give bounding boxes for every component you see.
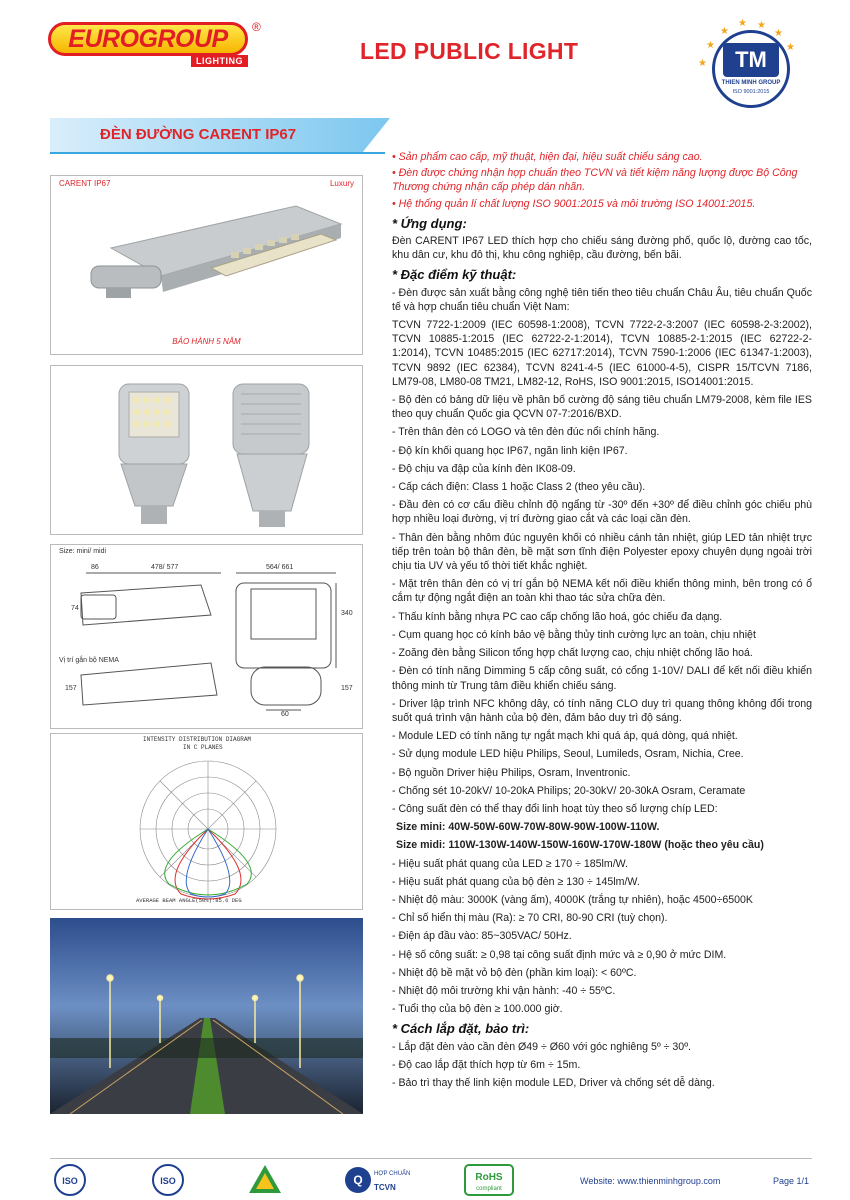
iso-badge-2-icon xyxy=(148,1163,188,1197)
warranty-note: BẢO HÀNH 5 NĂM xyxy=(172,337,241,346)
specs-heading: * Đặc điểm kỹ thuật: xyxy=(392,267,517,283)
polar-diagram xyxy=(51,734,364,911)
install-item: - Bảo trì thay thế linh kiện module LED, Driver và chống sét dễ dàng. xyxy=(392,1076,715,1089)
spec-item: - Điện áp đầu vào: 85~305VAC/ 50Hz. xyxy=(392,930,572,943)
spec-item: - Sử dụng module LED hiệu Philips, Seoul, Lumileds, Osram, Nichia, Cree. xyxy=(392,748,744,761)
polar-title: INTENSITY DISTRIBUTION DIAGRAM xyxy=(143,736,252,743)
dimension-drawing-box xyxy=(50,544,363,729)
banner-underline xyxy=(50,152,385,154)
tm-iso: ISO 9001:2015 xyxy=(732,89,770,95)
polar-diagram-box xyxy=(50,733,363,910)
star-icon: ★ xyxy=(698,58,707,69)
thien-minh-logo xyxy=(712,30,790,108)
spec-item: - Chống sét 10-20kV/ 10-20kA Philips; 20-30kV/ 20-30kA Osram, Ceramate xyxy=(392,784,746,797)
usage-text: Đèn CARENT IP67 LED thích hợp cho chiếu sáng đường phố, quốc lộ, đường cao tốc, khu dân cư, khu đô thị, khu công nghiệp, cầu đường, bến bãi. xyxy=(392,235,812,262)
star-icon: ★ xyxy=(774,28,783,39)
spec-item: - Module LED có tính năng tự ngắt mạch khi quá áp, quá dòng, quá nhiệt. xyxy=(392,730,738,743)
spec-item: - Độ chịu va đập của kính đèn IK08-09. xyxy=(392,462,576,475)
highlight-2: • Đèn được chứng nhận hợp chuẩn theo TCVN và tiết kiệm năng lượng được Bộ Công Thương chứng nhận cấp phép dán nhãn. xyxy=(392,167,798,194)
spec-item: - Cụm quang học có kính bảo vệ bằng thủy tinh cường lực an toàn, chịu nhiệt xyxy=(392,628,756,641)
spec-item: TCVN 7722-1:2009 (IEC 60598-1:2008), TCVN 7722-2-3:2007 (IEC 60598-2-3:2002), TCVN 10885-1:2015 (IEC 62722-2-1:2014), TCVN 10885-2-1:2015 (IEC 62722-2-1:2014), TCVN 10485:2015 (IEC 62717:2014), TCVN 7590-1:2006 (IEC 61347-1:2003), TCVN 9892 (IEC 62384), TCVN 8241-4-5 (IEC 61000-4-5), CISPR 15/TCVN 7186, LM79-08, LM80-08 TM21, LM82-12, RoHS, ISO 9001:2015, ISO14001:2015. xyxy=(392,319,812,388)
spec-item: - Đầu đèn có cơ cấu điều chỉnh độ ngẩng từ -30º đến +30º để điều chỉnh góc chiếu phù hợp nhiều loại đường, vị trí đường giao cắt và các loại cần đèn. xyxy=(392,499,812,526)
install-item: - Lắp đặt đèn vào cần đèn Ø49 ÷ Ø60 với góc nghiêng 5º ÷ 30º. xyxy=(392,1040,692,1053)
spec-item: - Đèn có tính năng Dimming 5 cấp công suất, có cổng 1-10V/ DALI để kết nối điều khiển thông minh từ Trung tâm điều khiển chiếu sáng. xyxy=(392,665,812,692)
spec-item: - Hiệu suất phát quang của bộ đèn ≥ 130 ÷ 145lm/W. xyxy=(392,875,640,888)
page-title: LED PUBLIC LIGHT xyxy=(360,38,579,64)
road-photo xyxy=(50,918,363,1114)
star-icon: ★ xyxy=(720,26,729,37)
badge-rohs-sub: compliant xyxy=(476,1186,502,1192)
model-label: CARENT IP67 xyxy=(59,179,111,188)
rohs-badge-icon xyxy=(463,1163,515,1197)
usage-heading: * Ứng dụng: xyxy=(392,215,467,231)
spec-item: - Tuổi thọ của bộ đèn ≥ 100.000 giờ. xyxy=(392,1003,563,1016)
spec-item: - Công suất đèn có thể thay đổi linh hoạt tùy theo số lượng chíp LED: xyxy=(392,802,718,815)
star-icon: ★ xyxy=(706,40,715,51)
dim-564: 564/ 661 xyxy=(266,564,294,571)
spec-item: - Bộ đèn có bảng dữ liệu về phân bố cường độ sáng tiêu chuẩn LM79-2008, kèm file IES theo quy chuẩn Quốc gia QCVN 07-7:2016/BXD. xyxy=(392,394,812,421)
dim-60: 60 xyxy=(281,711,289,718)
spec-item: - Thân đèn bằng nhôm đúc nguyên khối có nhiều cánh tản nhiệt, giúp LED tản nhiệt trực tiếp trên toàn bộ thân đèn, bề mặt sơn tĩnh điện Polyester epoxy chuyên dụng ngoài trời chịu tia UV và yếu tố thời tiết khắc nghiệt. xyxy=(392,531,812,573)
size-midi: Size midi: 110W-130W-140W-150W-160W-170W-180W (hoặc theo yêu cầu) xyxy=(396,839,764,852)
spec-item: - Hệ số công suất: ≥ 0,98 tại công suất định mức và ≥ 0,90 ở mức DIM. xyxy=(392,948,727,961)
dimension-drawing xyxy=(51,545,364,730)
spec-item: - Nhiệt độ môi trường khi vận hành: -40 ÷ 55ºC. xyxy=(392,984,616,997)
product-name: ĐÈN ĐƯỜNG CARENT IP67 xyxy=(100,126,297,143)
spec-item: - Zoăng đèn bằng Silicon tổng hợp chất lượng cao, chịu nhiệt chống lão hoá. xyxy=(392,647,753,660)
content-column xyxy=(392,150,812,1094)
star-icon: ★ xyxy=(757,20,766,31)
dim-157-right: 157 xyxy=(341,685,353,692)
dim-340: 340 xyxy=(341,610,353,617)
star-icon: ★ xyxy=(738,18,747,29)
spec-item: - Nhiệt độ bề mặt vỏ bộ đèn (phần kim loại): < 60ºC. xyxy=(392,966,637,979)
spec-item: - Mặt trên thân đèn có vị trí gắn bộ NEMA kết nối điều khiển thông minh, bên trong có ổ cắm tự động ngắt điện an toàn khi thao tác sửa chữa đèn. xyxy=(392,578,812,605)
nema-label: Vị trí gắn bộ NEMA xyxy=(59,657,119,664)
registered-mark: ® xyxy=(252,20,261,34)
dim-478: 478/ 577 xyxy=(151,564,179,571)
eurogroup-logo xyxy=(48,20,261,66)
badge-hop-chuan: HỢP CHUẨN xyxy=(374,1171,411,1177)
footer-divider xyxy=(50,1158,812,1159)
front-back-photo xyxy=(51,366,364,536)
highlight-3: • Hệ thống quản lí chất lượng ISO 9001:2015 và môi trường ISO 14001:2015. xyxy=(392,197,756,210)
badge-tcvn: TCVN xyxy=(374,1183,396,1192)
spec-item: - Nhiệt độ màu: 3000K (vàng ấm), 4000K (trắng tự nhiên), hoặc 4500÷6500K xyxy=(392,893,753,906)
tm-mark: TM xyxy=(723,43,779,77)
spec-item: - Cấp cách điện: Class 1 hoặc Class 2 (theo yêu cầu). xyxy=(392,481,646,494)
street-light-photo xyxy=(51,176,364,356)
badge-rohs: RoHS xyxy=(475,1172,503,1183)
iso-badge-icon xyxy=(50,1163,90,1197)
dim-157-left: 157 xyxy=(65,685,77,692)
star-icon: ★ xyxy=(786,42,795,53)
hop-chuan-tcvn-icon xyxy=(344,1163,411,1197)
badge-iso-2: ISO xyxy=(160,1176,176,1186)
spec-item: - Độ kín khối quang học IP67, ngăn linh kiện IP67. xyxy=(392,444,628,457)
spec-item: - Driver lập trình NFC không dây, có tính năng CLO duy trì quang thông không đổi trong suốt quá trình vận hành của bộ đèn, đảm bảo duy trì độ sáng. xyxy=(392,697,812,724)
product-photo-box xyxy=(50,175,363,355)
website-link[interactable]: Website: www.thienminhgroup.com xyxy=(580,1176,721,1186)
energy-label-icon xyxy=(245,1163,285,1197)
brand-sub: LIGHTING xyxy=(191,55,248,67)
install-heading: * Cách lắp đặt, bảo trì: xyxy=(392,1021,530,1037)
badge-iso-1: ISO xyxy=(62,1176,78,1186)
brand-name: EUROGROUP xyxy=(48,22,248,56)
size-mini: Size mini: 40W-50W-60W-70W-80W-90W-100W-110W. xyxy=(396,821,660,834)
luxury-label: Luxury xyxy=(329,179,354,188)
spec-item: - Bộ nguồn Driver hiệu Philips, Osram, Inventronic. xyxy=(392,766,631,779)
dim-86: 86 xyxy=(91,564,99,571)
tm-name: THIEN MINH GROUP xyxy=(721,80,781,86)
polar-sub: IN C PLANES xyxy=(183,744,223,751)
spec-item: - Trên thân đèn có LOGO và tên đèn đúc nổi chính hãng. xyxy=(392,426,660,439)
spec-item: - Hiệu suất phát quang của LED ≥ 170 ÷ 185lm/W. xyxy=(392,857,628,870)
svg-text:Q: Q xyxy=(353,1173,363,1187)
spec-item: - Chỉ số hiển thị màu (Ra): ≥ 70 CRI, 80-90 CRI (tuỳ chọn). xyxy=(392,912,668,925)
dim-74: 74 xyxy=(71,605,79,612)
spec-item: - Đèn được sản xuất bằng công nghệ tiên tiến theo tiêu chuẩn Châu Âu, tiêu chuẩn Quốc tế và hợp chuẩn tiêu chuẩn Việt Nam: xyxy=(392,286,812,313)
front-back-photo-box xyxy=(50,365,363,535)
highlight-1: • Sản phẩm cao cấp, mỹ thuật, hiện đại, hiệu suất chiếu sáng cao. xyxy=(392,151,703,163)
polar-footer: AVERAGE BEAM ANGLE(50%):85.6 DEG xyxy=(136,897,242,904)
page-number: Page 1/1 xyxy=(773,1176,810,1186)
install-item: - Độ cao lắp đặt thích hợp từ 6m ÷ 15m. xyxy=(392,1058,581,1071)
spec-item: - Thấu kính bằng nhựa PC cao cấp chống lão hoá, góc chiếu đa dạng. xyxy=(392,610,723,623)
size-note: Size: mini/ midi xyxy=(59,548,107,555)
